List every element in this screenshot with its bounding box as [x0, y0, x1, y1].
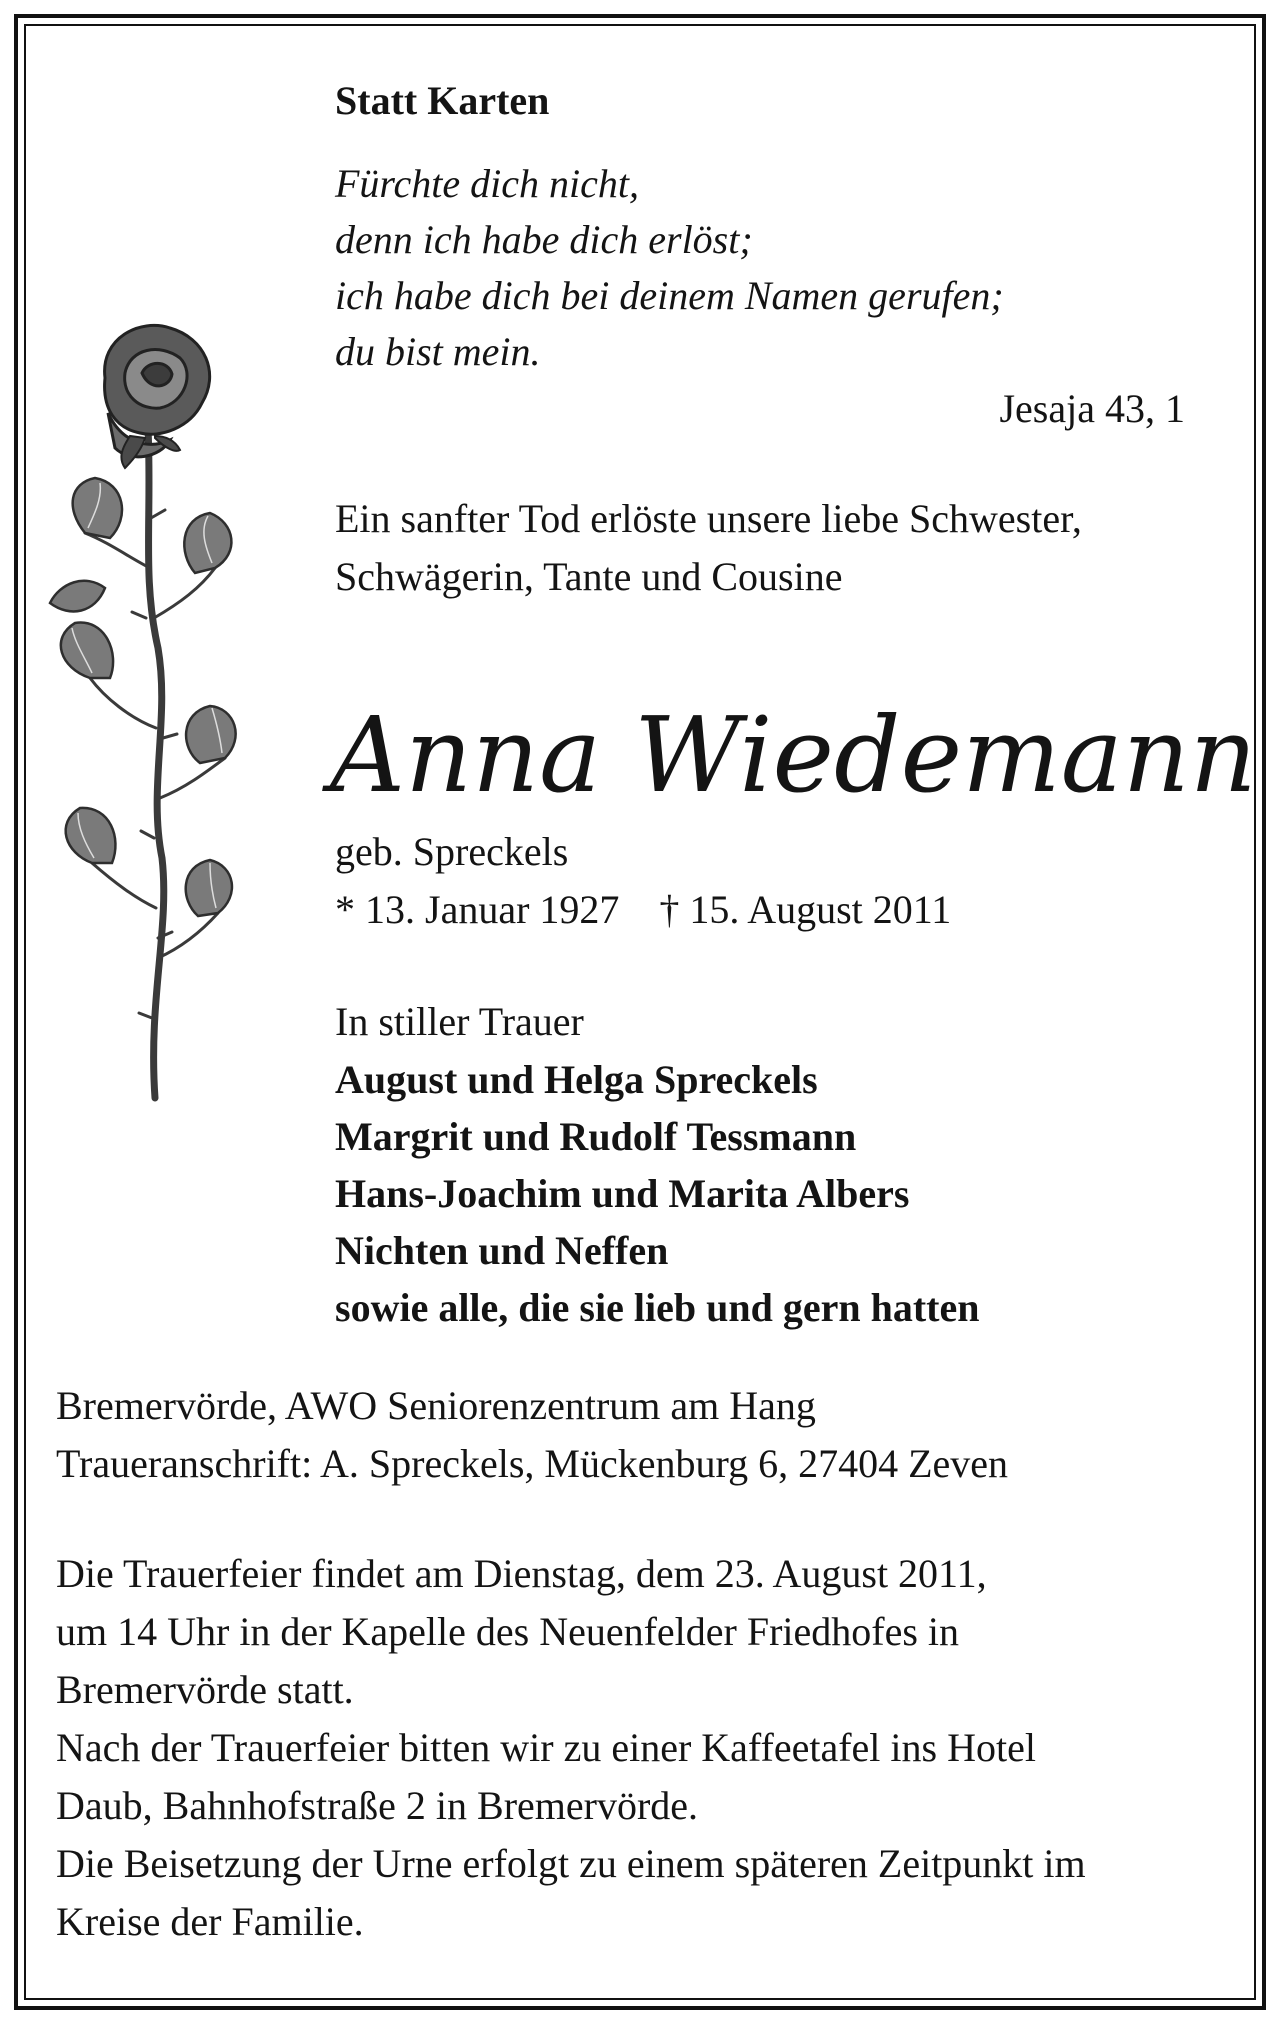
life-dates — [335, 881, 951, 939]
mourner-line: Margrit und Rudolf Tessmann — [335, 1114, 857, 1159]
mourning-intro: In stiller Trauer — [335, 999, 584, 1044]
verse-line: du bist mein. — [335, 329, 541, 374]
death-announcement-intro — [335, 490, 1082, 606]
verse-line: denn ich habe dich erlöst; — [335, 217, 753, 262]
notice-heading: Statt Karten — [335, 78, 550, 123]
intro-line: Schwägerin, Tante und Cousine — [335, 554, 843, 599]
service-line: Nach der Trauerfeier bitten wir zu einer Kaffeetafel ins Hotel — [56, 1725, 1036, 1770]
birth-date: * 13. Januar 1927 — [335, 887, 620, 932]
mourner-line: sowie alle, die sie lieb und gern hatten — [335, 1285, 980, 1330]
death-date: † 15. August 2011 — [659, 887, 952, 932]
service-line: Kreise der Familie. — [56, 1899, 364, 1944]
mourning-address — [56, 1377, 1008, 1493]
mourners-list — [335, 1051, 979, 1336]
mourner-line: Nichten und Neffen — [335, 1228, 669, 1273]
deceased-name: Anna Wiedemann — [330, 694, 1257, 816]
birth-name: geb. Spreckels — [335, 829, 569, 874]
service-line: Die Trauerfeier findet am Dienstag, dem 23. August 2011, — [56, 1551, 987, 1596]
service-line: Die Beisetzung der Urne erfolgt zu einem späteren Zeitpunkt im — [56, 1841, 1086, 1886]
address-line: Traueranschrift: A. Spreckels, Mückenburg 6, 27404 Zeven — [56, 1441, 1009, 1486]
verse-line: ich habe dich bei deinem Namen gerufen; — [335, 273, 1004, 318]
funeral-service-info — [56, 1545, 1086, 1951]
address-line: Bremervörde, AWO Seniorenzentrum am Hang — [56, 1383, 816, 1428]
mourner-line: August und Helga Spreckels — [335, 1057, 818, 1102]
bible-verse — [335, 156, 1004, 380]
rose-icon — [30, 318, 240, 1108]
verse-reference: Jesaja 43, 1 — [999, 386, 1185, 431]
verse-line: Fürchte dich nicht, — [335, 161, 639, 206]
service-line: Bremervörde statt. — [56, 1667, 354, 1712]
service-line: Daub, Bahnhofstraße 2 in Bremervörde. — [56, 1783, 699, 1828]
service-line: um 14 Uhr in der Kapelle des Neuenfelder Friedhofes in — [56, 1609, 960, 1654]
intro-line: Ein sanfter Tod erlöste unsere liebe Schwester, — [335, 496, 1082, 541]
mourner-line: Hans-Joachim und Marita Albers — [335, 1171, 910, 1216]
